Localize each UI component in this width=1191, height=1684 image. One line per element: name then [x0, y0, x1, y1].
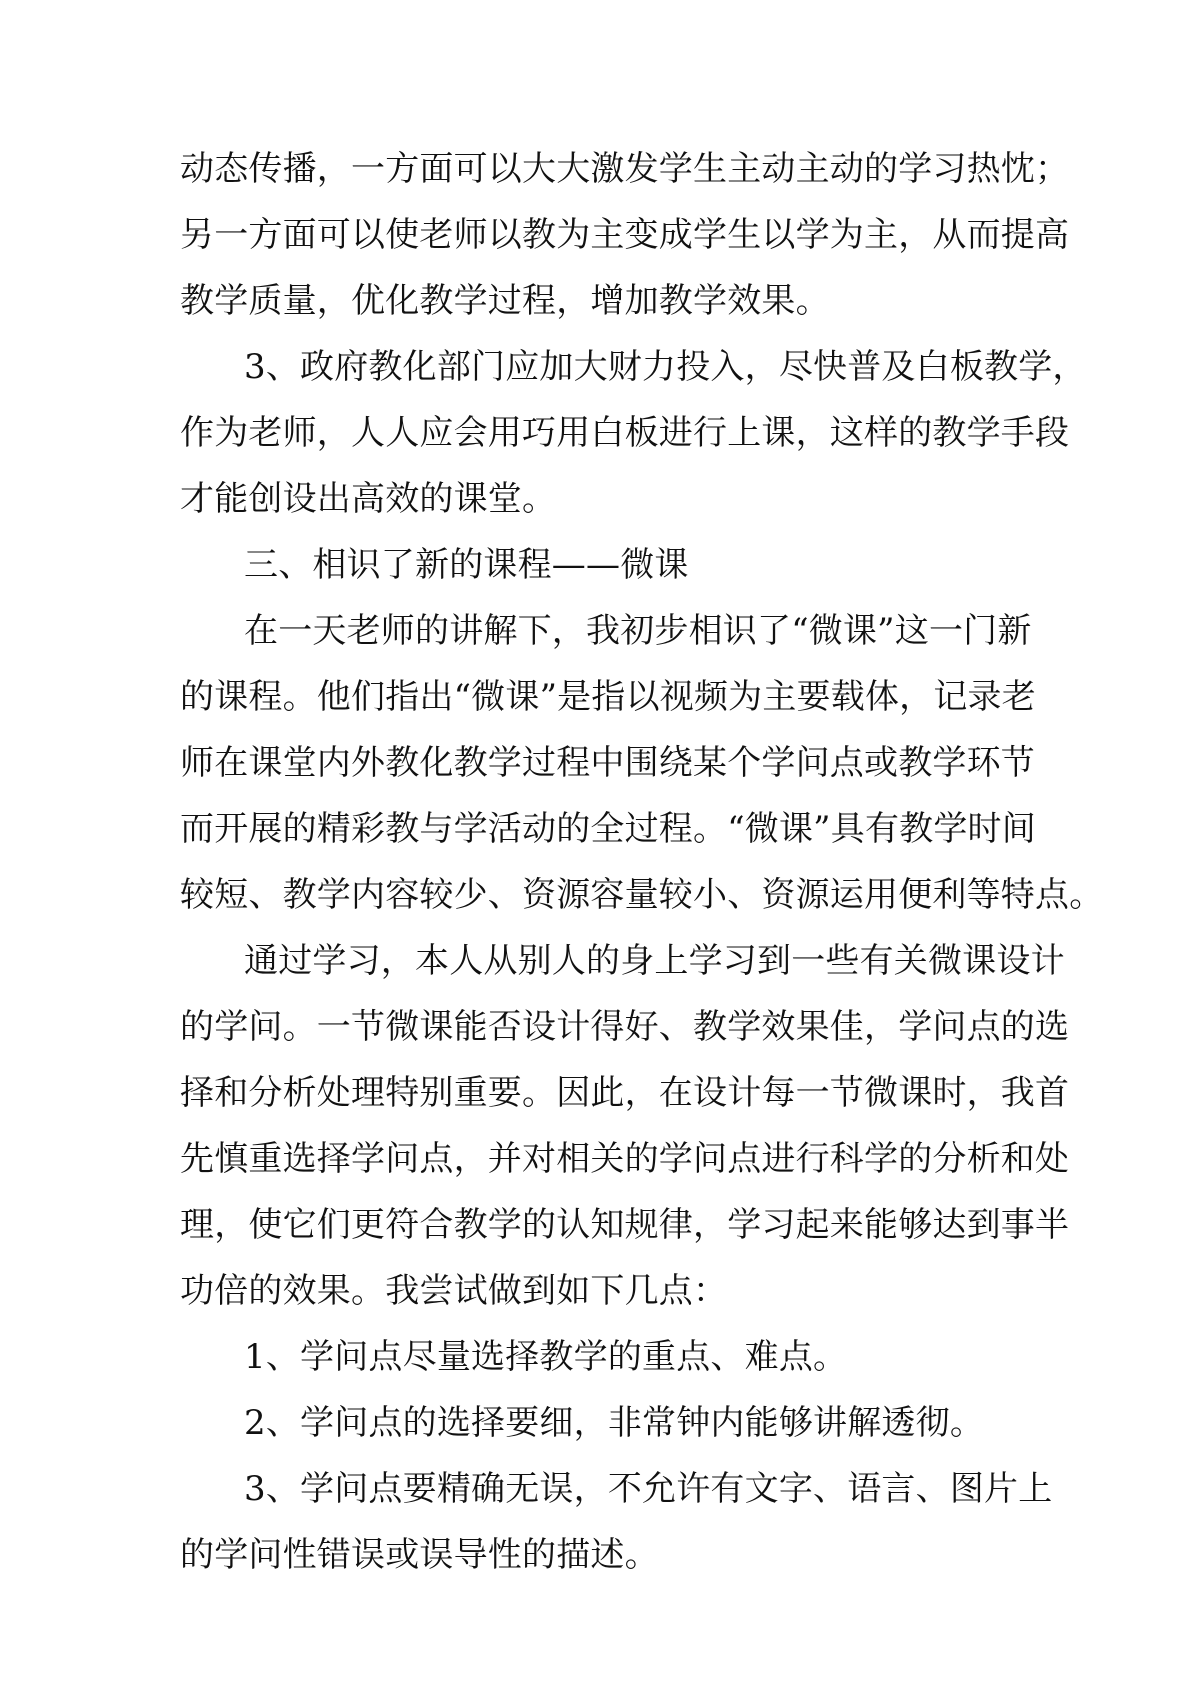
text-line-13: 通过学习，本人从别人的身上学习到一些有关微课设计: [244, 941, 1065, 981]
text-line-2: 另一方面可以使老师以教为主变成学生以学为主，从而提高: [180, 215, 1070, 255]
section-heading: 三、相识了新的课程——微课: [244, 545, 689, 585]
text-line-16: 先慎重选择学问点，并对相关的学问点进行科学的分析和处: [180, 1139, 1070, 1179]
text-line-11: 而开展的精彩教与学活动的全过程。“微课”具有教学时间: [180, 809, 1036, 849]
body-text: [180, 136, 1104, 1588]
list-item-3: 3、学问点要精确无误，不允许有文字、语言、图片上: [244, 1469, 1053, 1509]
list-item-2: 2、学问点的选择要细，非常钟内能够讲解透彻。: [244, 1403, 985, 1443]
text-line-12: 较短、教学内容较少、资源容量较小、资源运用便利等特点。: [180, 875, 1104, 915]
text-line-9: 的课程。他们指出“微课”是指以视频为主要载体，记录老: [180, 677, 1036, 717]
text-line-15: 择和分析处理特别重要。因此，在设计每一节微课时，我首: [180, 1073, 1070, 1113]
text-line-1: 动态传播，一方面可以大大激发学生主动主动的学习热忱；: [180, 149, 1070, 189]
text-line-8: 在一天老师的讲解下，我初步相识了“微课”这一门新: [244, 611, 1032, 651]
text-line-18: 功倍的效果。我尝试做到如下几点：: [180, 1271, 728, 1311]
text-line-6: 才能创设出高效的课堂。: [180, 479, 557, 519]
text-line-17: 理，使它们更符合教学的认知规律，学习起来能够达到事半: [180, 1205, 1070, 1245]
text-line-10: 师在课堂内外教化教学过程中围绕某个学问点或教学环节: [180, 743, 1035, 783]
text-line-22: 的学问性错误或误导性的描述。: [180, 1535, 659, 1575]
list-item-1: 1、学问点尽量选择教学的重点、难点。: [244, 1337, 848, 1377]
text-line-14: 的学问。一节微课能否设计得好、教学效果佳，学问点的选: [180, 1007, 1070, 1047]
text-line-5: 作为老师，人人应会用巧用白板进行上课，这样的教学手段: [180, 413, 1070, 453]
text-line-4: 3、政府教化部门应加大财力投入，尽快普及白板教学，: [244, 347, 1087, 387]
text-line-3: 教学质量，优化教学过程，增加教学效果。: [180, 281, 830, 321]
